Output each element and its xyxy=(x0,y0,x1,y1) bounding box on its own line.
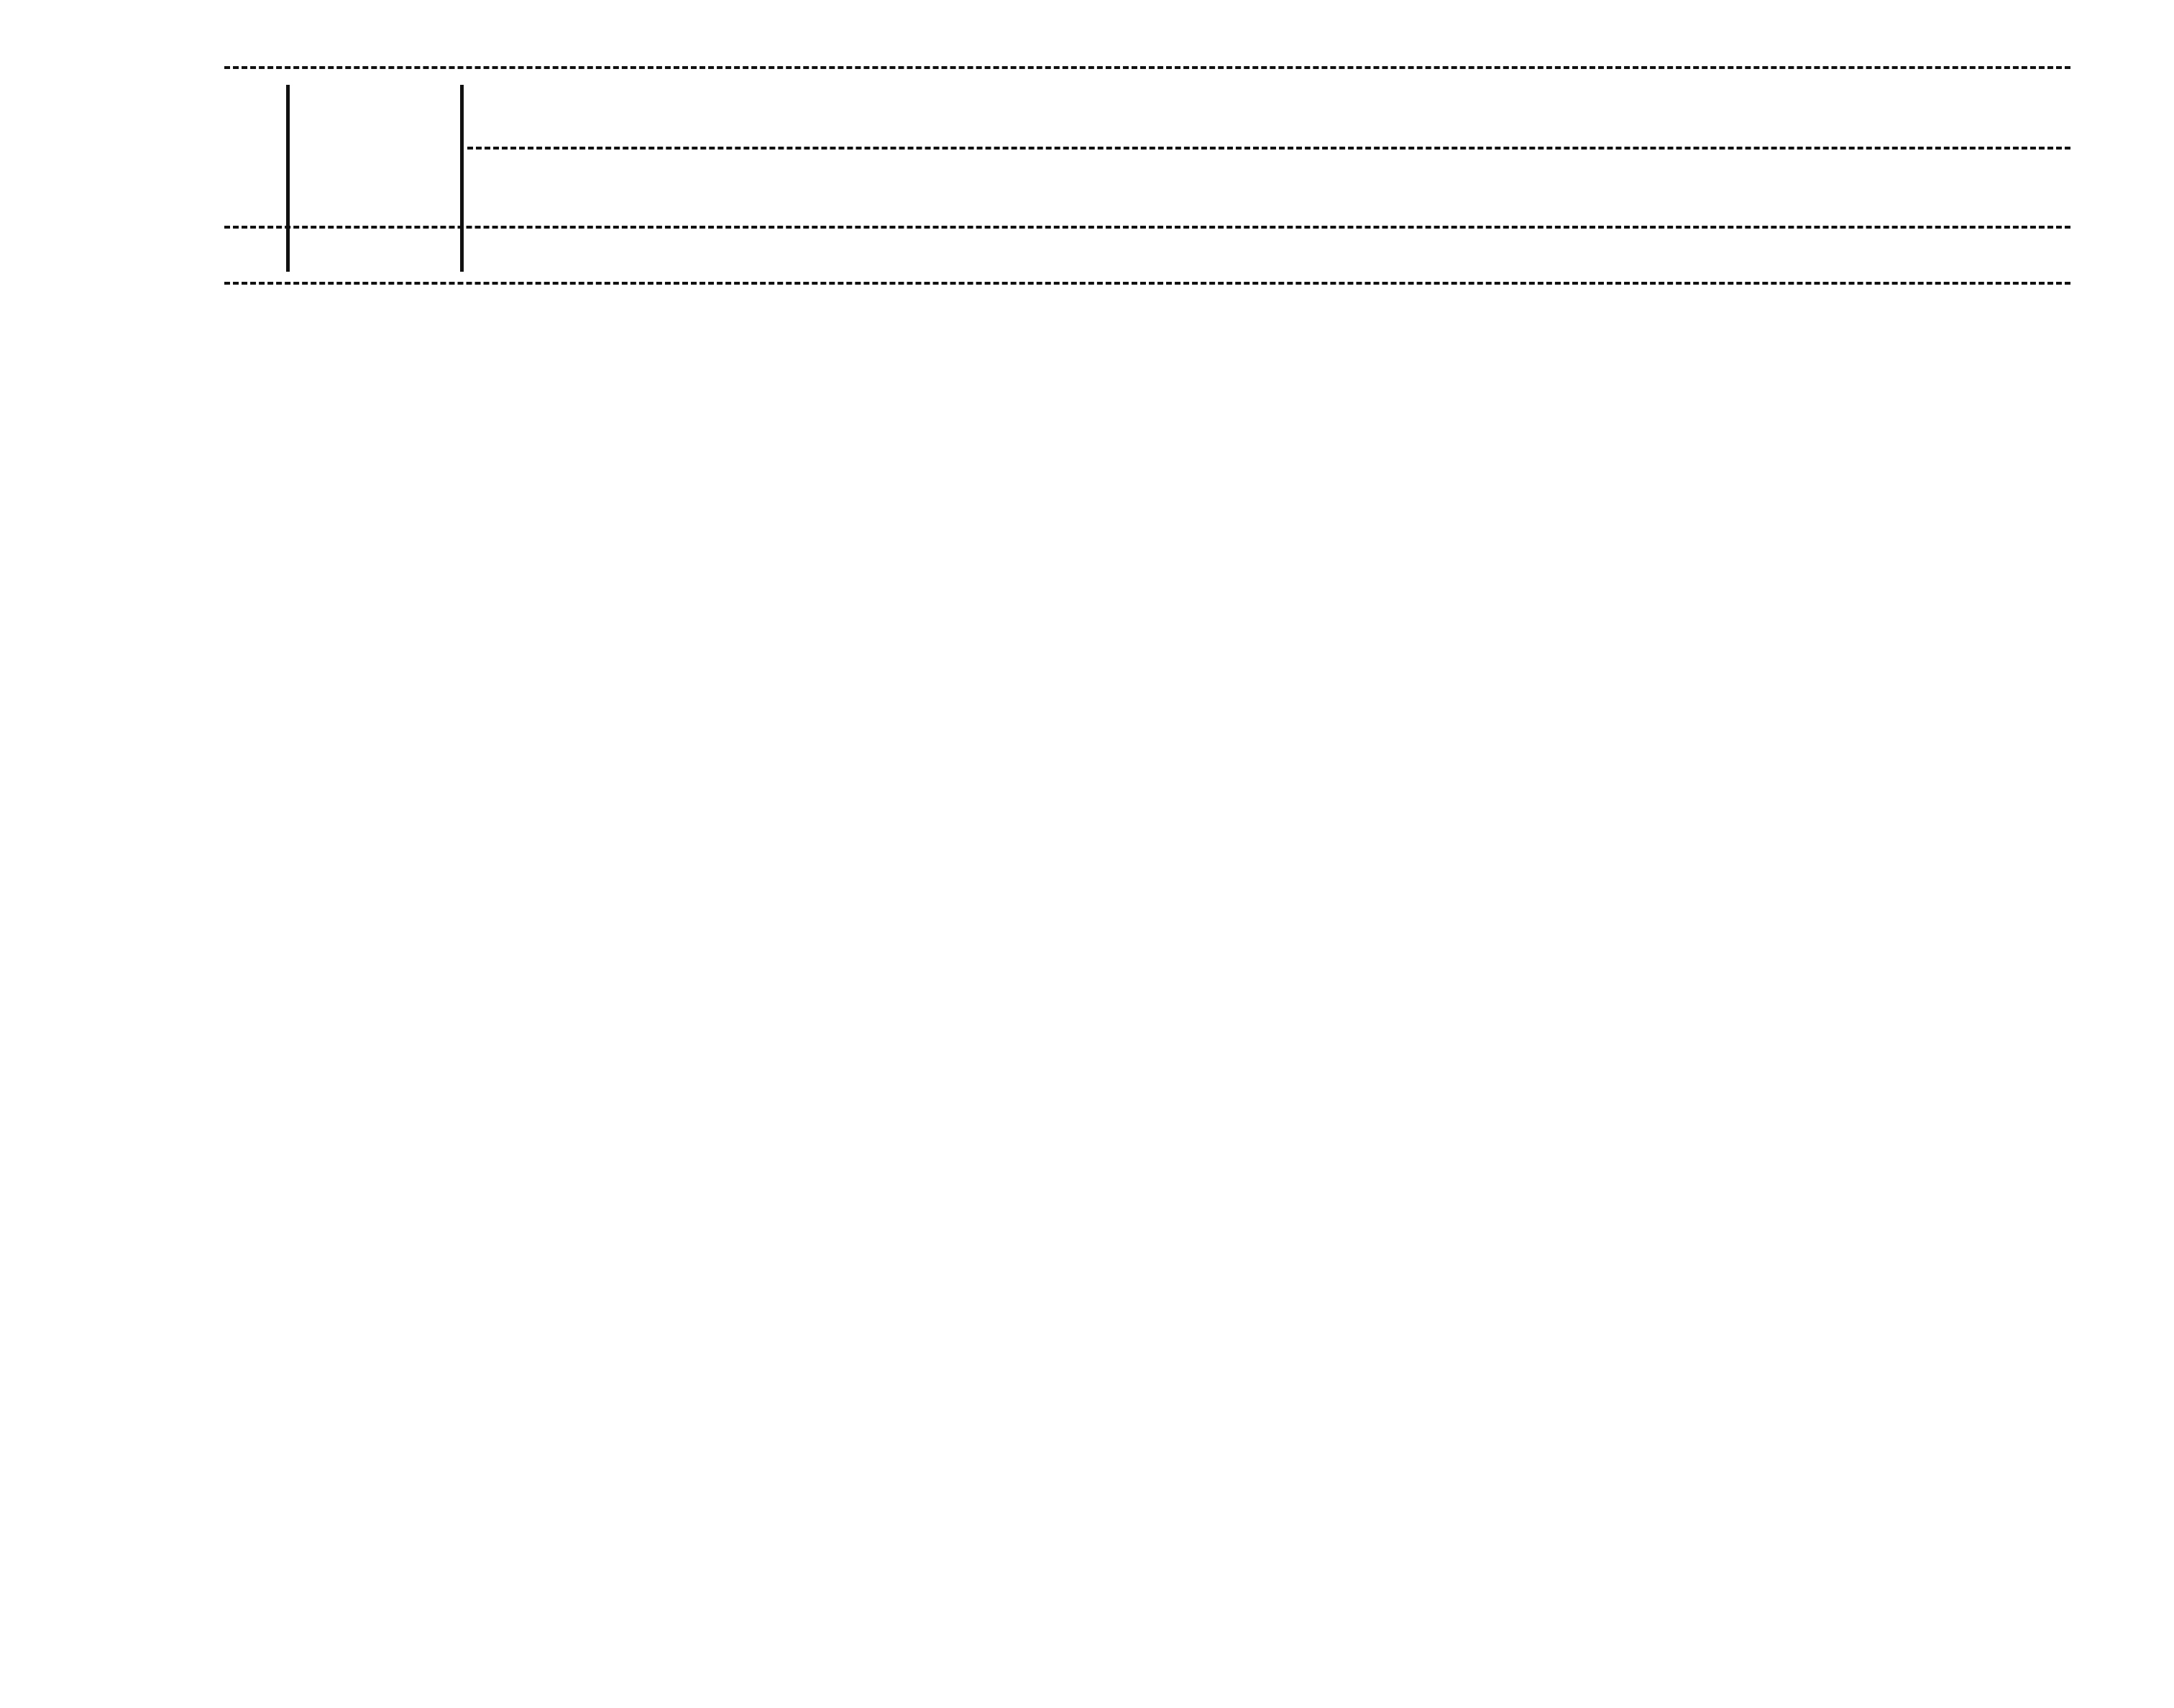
top-rule xyxy=(224,66,2070,69)
col-separator xyxy=(286,85,290,272)
header-bottom-rule xyxy=(224,282,2070,285)
districts-rule xyxy=(467,147,2070,150)
subheader-rule xyxy=(224,226,2070,229)
col-separator xyxy=(460,85,464,272)
